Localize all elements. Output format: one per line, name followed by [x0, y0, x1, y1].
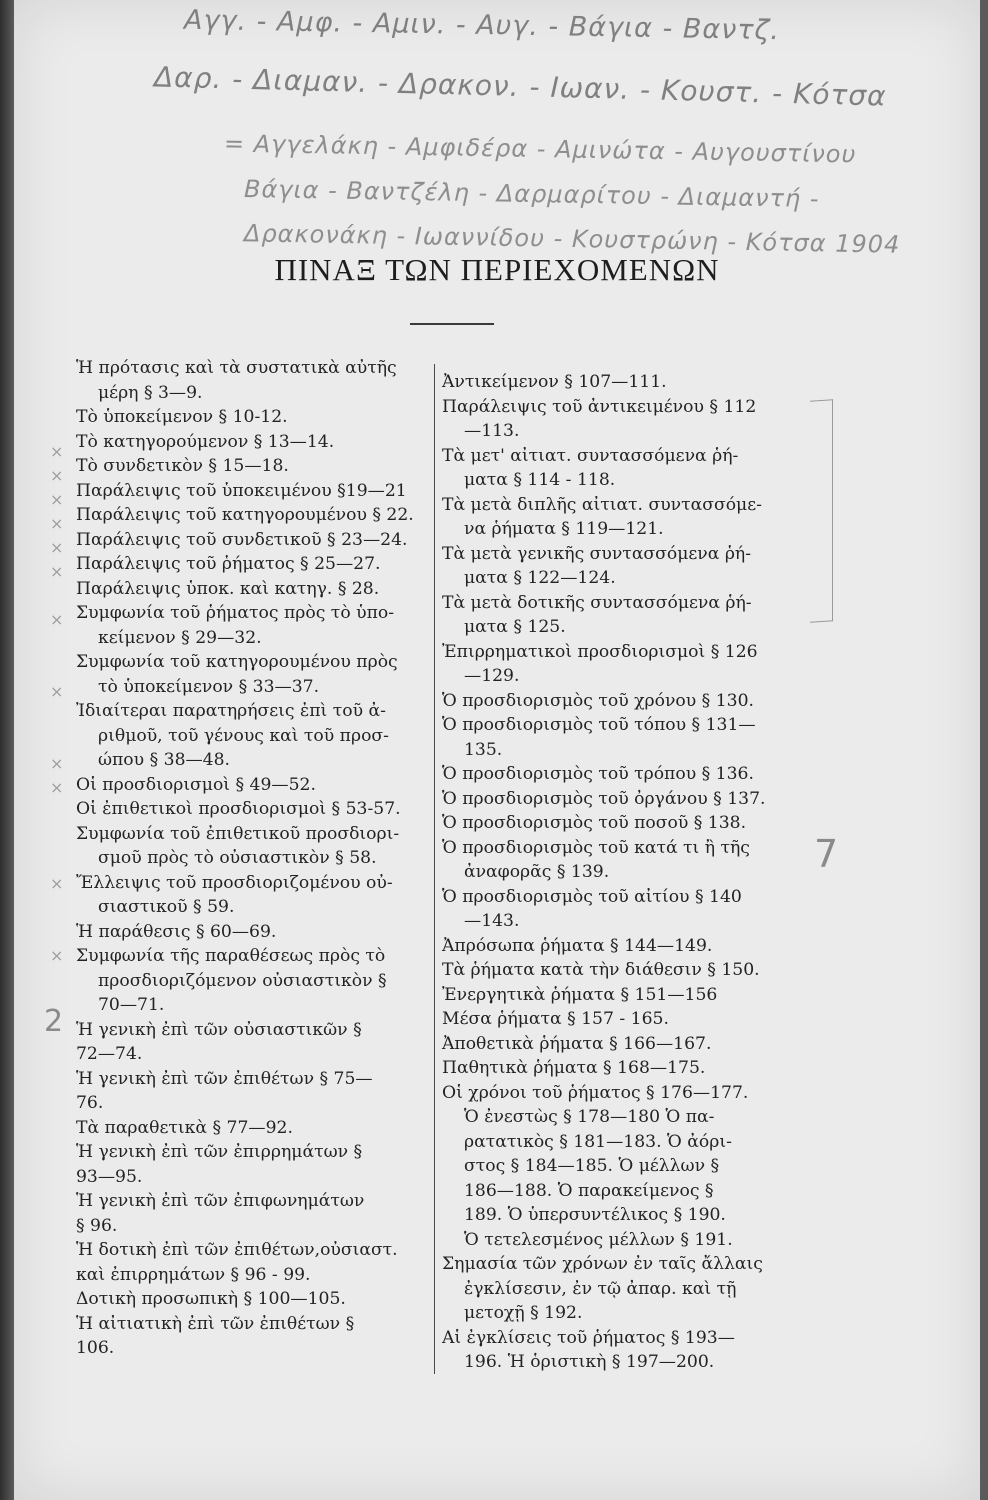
toc-entry: 186—188. Ὁ παρακείμενος §	[464, 1180, 714, 1201]
toc-entry: ματα § 114 - 118.	[464, 470, 616, 490]
toc-entry: Παράλειψις τοῦ ῥήματος § 25—27.	[76, 554, 381, 574]
toc-entry: ἐγκλίσεσιν, ἐν τῷ ἀπαρ. καὶ τῇ	[464, 1278, 737, 1299]
toc-entry: Ὁ προσδιορισμὸς τοῦ τρόπου § 136.	[442, 764, 754, 784]
toc-entry: Ἡ γενικὴ ἐπὶ τῶν οὐσιαστικῶν §	[76, 1019, 362, 1040]
toc-entry: ματα § 125.	[464, 617, 566, 637]
scan-edge	[0, 0, 14, 1500]
toc-entry: προσδιοριζόμενον οὐσιαστικὸν §	[98, 970, 387, 991]
contents-left-column	[76, 356, 438, 1361]
toc-entry: ριθμοῦ, τοῦ γένους καὶ τοῦ προσ-	[98, 725, 389, 746]
toc-entry: Ἰδιαίτεραι παρατηρήσεις ἐπὶ τοῦ ἀ-	[76, 701, 386, 721]
toc-entry: Ἡ γενικὴ ἐπὶ τῶν ἐπιφωνημάτων	[76, 1191, 365, 1211]
toc-entry: σιαστικοῦ § 59.	[98, 897, 235, 917]
page-title: ΠΙΝΑΞ ΤΩΝ ΠΕΡΙΕΧΟΜΕΝΩΝ	[274, 252, 720, 287]
toc-entry: Ἀπρόσωπα ῥήματα § 144—149.	[442, 935, 713, 956]
toc-entry: σμοῦ πρὸς τὸ οὐσιαστικὸν § 58.	[98, 848, 377, 868]
toc-entry: 135.	[464, 739, 503, 760]
toc-entry: Ὁ προσδιορισμὸς τοῦ κατά τι ἢ τῆς	[442, 837, 750, 858]
toc-entry: Τὸ ὑποκείμενον § 10-12.	[76, 407, 288, 427]
pencil-bracket	[810, 399, 833, 623]
toc-entry: Συμφωνία τοῦ ἐπιθετικοῦ προσδιορι-	[76, 823, 400, 844]
toc-entry: Σημασία τῶν χρόνων ἐν ταῖς ἄλλαις	[442, 1254, 763, 1274]
handwriting-line: = Αγγελάκη - Αμφιδέρα - Αμινώτα - Αυγουστίνου	[223, 129, 857, 169]
toc-entry: Οἱ ἐπιθετικοὶ προσδιορισμοὶ § 53-57.	[76, 799, 401, 819]
toc-entry: Ὁ προσδιορισμὸς τοῦ χρόνου § 130.	[442, 690, 755, 711]
toc-entry: Οἱ προσδιορισμοὶ § 49—52.	[76, 774, 316, 795]
toc-entry: Συμφωνία τοῦ ῥήματος πρὸς τὸ ὑπο-	[76, 603, 395, 623]
toc-entry: Παράλειψις τοῦ συνδετικοῦ § 23—24.	[76, 529, 408, 550]
toc-entry: 70—71.	[98, 995, 165, 1015]
toc-entry: Ὁ προσδιορισμὸς τοῦ ποσοῦ § 138.	[442, 813, 747, 833]
toc-entry: Τὰ παραθετικὰ § 77—92.	[76, 1117, 293, 1138]
toc-entry: Τὸ κατηγορούμενον § 13—14.	[76, 431, 335, 452]
toc-entry: Οἱ χρόνοι τοῦ ῥήματος § 176—177.	[442, 1082, 749, 1103]
toc-entry: Παθητικὰ ῥήματα § 168—175.	[442, 1058, 706, 1078]
toc-entry: Αἱ ἐγκλίσεις τοῦ ῥήματος § 193—	[442, 1327, 735, 1348]
toc-entry: ἀναφορᾶς § 139.	[464, 862, 610, 882]
toc-entry: Ἡ πρότασις καὶ τὰ συστατικὰ αὐτῆς	[76, 358, 397, 378]
toc-entry: Τὰ ῥήματα κατὰ τὴν διάθεσιν § 150.	[442, 960, 760, 980]
toc-entry: Ὁ ἐνεστὼς § 178—180 Ὁ πα-	[464, 1107, 715, 1127]
toc-entry: —143.	[464, 911, 520, 931]
toc-entry: Μέσα ῥήματα § 157 - 165.	[442, 1009, 669, 1029]
toc-entry: 189. Ὁ ὑπερσυντέλικος § 190.	[464, 1205, 726, 1225]
toc-entry: μέρη § 3—9.	[98, 382, 203, 403]
toc-entry: Παράλειψις τοῦ ἀντικειμένου § 112	[442, 396, 757, 417]
handwritten-notes	[134, 4, 974, 260]
toc-entry: Τὰ μετ' αἰτιατ. συντασσόμενα ῥή-	[442, 445, 739, 466]
toc-entry: Τὸ συνδετικὸν § 15—18.	[76, 456, 289, 476]
toc-entry: Παράλειψις ὑποκ. καὶ κατηγ. § 28.	[76, 578, 380, 599]
pencil-mark-seven: 7	[814, 832, 839, 876]
contents-right-column	[442, 370, 816, 1375]
toc-entry: Ἡ δοτικὴ ἐπὶ τῶν ἐπιθέτων,οὐσιαστ.	[76, 1240, 398, 1260]
toc-entry: Δοτικὴ προσωπικὴ § 100—105.	[76, 1289, 346, 1309]
toc-entry: ώπου § 38—48.	[98, 750, 231, 770]
toc-entry: § 96.	[76, 1215, 118, 1236]
toc-entry: Ἐνεργητικὰ ῥήματα § 151—156	[442, 984, 718, 1005]
handwriting-line: Αγγ. - Αμφ. - Αμιν. - Αυγ. - Βάγια - Βαντζ.	[183, 4, 781, 47]
toc-entry: 76.	[76, 1093, 104, 1113]
toc-entry: Ὁ προσδιορισμὸς τοῦ τόπου § 131—	[442, 715, 756, 735]
toc-entry: Τὰ μετὰ δοτικῆς συντασσόμενα ῥή-	[442, 592, 752, 613]
toc-entry: 196. Ἡ ὁριστικὴ § 197—200.	[464, 1352, 715, 1372]
toc-entry: Τὰ μετὰ διπλῆς αἰτιατ. συντασσόμε-	[442, 494, 762, 515]
toc-entry: Ἡ γενικὴ ἐπὶ τῶν ἐπιρρημάτων §	[76, 1142, 363, 1162]
handwriting-line: Βάγια - Βαντζέλη - Δαρμαρίτου - Διαμαντή -	[243, 174, 820, 214]
toc-entry: Ἡ αἰτιατικὴ ἐπὶ τῶν ἐπιθέτων §	[76, 1313, 355, 1334]
toc-entry: —129.	[464, 666, 520, 686]
toc-entry: Τὰ μετὰ γενικῆς συντασσόμενα ῥή-	[442, 543, 752, 564]
toc-entry: Ἡ παράθεσις § 60—69.	[76, 921, 277, 942]
toc-entry: κείμενον § 29—32.	[98, 627, 262, 648]
toc-entry: Ἔλλειψις τοῦ προσδιοριζομένου οὐ-	[76, 872, 393, 893]
toc-entry: καὶ ἐπιρρημάτων § 96 - 99.	[76, 1264, 311, 1285]
toc-entry: Ἐπιρρηματικοὶ προσδιορισμοὶ § 126	[442, 641, 758, 662]
toc-entry: μετοχῇ § 192.	[464, 1303, 583, 1323]
toc-entry: ματα § 122—124.	[464, 568, 616, 588]
handwriting-line: Δρακονάκη - Ιωαννίδου - Κουστρώνη - Κότσα 1904	[243, 219, 901, 259]
document-page	[14, 0, 980, 1500]
toc-entry: τὸ ὑποκείμενον § 33—37.	[98, 676, 320, 697]
toc-entry: Παράλειψις τοῦ ὑποκειμένου §19—21	[76, 480, 407, 501]
toc-entry: Ὁ προσδιορισμὸς τοῦ αἰτίου § 140	[442, 886, 742, 907]
toc-entry: να ῥήματα § 119—121.	[464, 519, 664, 539]
toc-entry: Ἀντικείμενον § 107—111.	[442, 372, 667, 392]
toc-entry: 106.	[76, 1338, 115, 1358]
toc-entry: Ἡ γενικὴ ἐπὶ τῶν ἐπιθέτων § 75—	[76, 1068, 373, 1089]
column-divider	[434, 364, 435, 1374]
toc-entry: Ὁ τετελεσμένος μέλλων § 191.	[464, 1229, 733, 1250]
toc-entry: Συμφωνία τῆς παραθέσεως πρὸς τὸ	[76, 946, 386, 966]
toc-entry: στος § 184—185. Ὁ μέλλων §	[464, 1156, 720, 1176]
toc-entry: Συμφωνία τοῦ κατηγορουμένου πρὸς	[76, 652, 398, 672]
pencil-crosses: × × × × × × × × × × × ×	[50, 442, 64, 965]
toc-entry: Παράλειψις τοῦ κατηγορουμένου § 22.	[76, 505, 414, 525]
toc-entry: Ὁ προσδιορισμὸς τοῦ ὀργάνου § 137.	[442, 788, 766, 809]
toc-entry: Ἀποθετικὰ ῥήματα § 166—167.	[442, 1033, 712, 1054]
pencil-mark-two: 2	[44, 1004, 64, 1039]
toc-entry: 93—95.	[76, 1166, 143, 1187]
handwriting-line: Δαρ. - Διαμαν. - Δρακον. - Ιωαν. - Κουστ. - Κότσα	[153, 60, 888, 113]
toc-entry: 72—74.	[76, 1044, 143, 1064]
title-divider	[410, 323, 494, 325]
toc-entry: ρατατικὸς § 181—183. Ὁ ἀόρι-	[464, 1131, 732, 1152]
toc-entry: —113.	[464, 421, 520, 441]
